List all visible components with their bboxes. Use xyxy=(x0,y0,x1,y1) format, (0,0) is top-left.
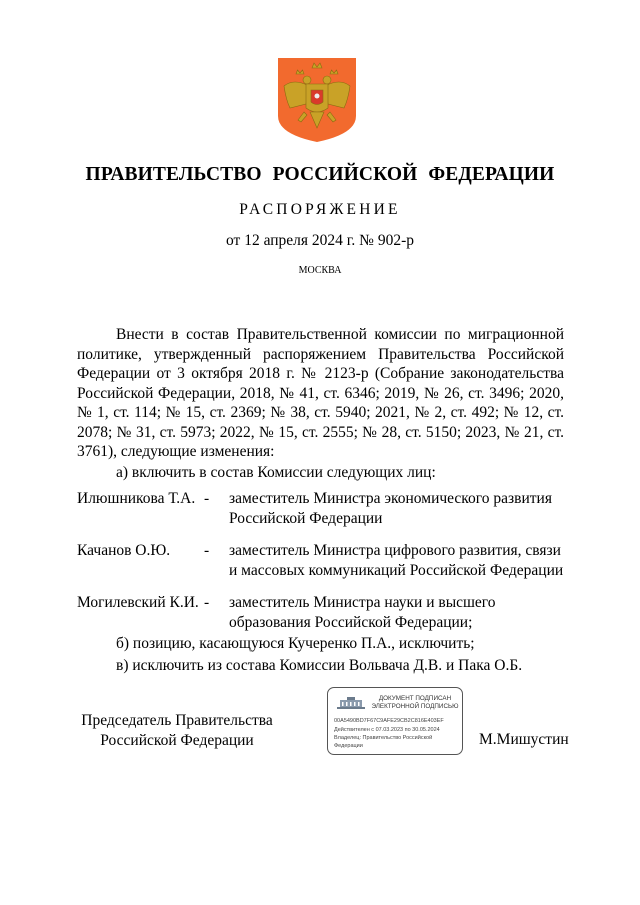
coat-of-arms-icon xyxy=(276,56,358,144)
member-role: заместитель Министра экономического развития Российской Федерации xyxy=(229,490,552,527)
position-line: Председатель Правительства xyxy=(81,712,273,729)
member-dash: - xyxy=(204,542,210,559)
stamp-title-line: ДОКУМЕНТ ПОДПИСАН xyxy=(378,695,452,702)
signatory-position xyxy=(77,711,277,750)
signatory-name: М.Мишустин xyxy=(479,731,569,748)
item-b: б) позицию, касающуюся Кучеренко П.А., исключить; xyxy=(116,635,475,652)
position-line: Российской Федерации xyxy=(100,731,254,749)
member-name: Илюшникова Т.А. xyxy=(77,490,196,507)
stamp-certificate: 00A5490BD7F67C9AFE29CB2C816E403EF xyxy=(334,718,444,724)
government-building-icon xyxy=(336,696,366,710)
intro-paragraph: Внести в состав Правительственной комиссии по миграционной политике, утвержденный распоряжением Правительства Российской Федерации от 3 октября 2018 г. № 2123-р (Собрание законодательства Российской Федерации, 2018, № 41, ст. 6346; 2019, № 26, ст. 3496; 2020, № 1, ст. 114; № 15, ст. 2369; № 38, ст. 5940; 2021, № 2, ст. 492; № 12, ст. 2078; № 31, ст. 5973; 2022, № 15, ст. 2555; № 28, ст. 5150; 2023, № 21, ст. 3761), следующие изменения: xyxy=(77,326,564,460)
document-city: МОСКВА xyxy=(298,265,342,276)
item-a: а) включить в состав Комиссии следующих лиц: xyxy=(116,464,436,481)
stamp-owner: Владелец: Правительство Российской xyxy=(334,735,433,741)
electronic-signature-stamp xyxy=(327,687,463,755)
member-dash: - xyxy=(204,594,210,611)
member-name: Качанов О.Ю. xyxy=(77,542,171,559)
member-role: заместитель Министра цифрового развития, связи и массовых коммуникаций Российской Федерации xyxy=(229,542,564,579)
member-role: заместитель Министра науки и высшего образования Российской Федерации; xyxy=(229,594,496,631)
stamp-owner: Федерации xyxy=(334,743,363,749)
stamp-title-line: ЭЛЕКТРОННОЙ ПОДПИСЬЮ xyxy=(371,702,459,710)
item-c: в) исключить из состава Комиссии Вольвача Д.В. и Пака О.Б. xyxy=(116,657,523,674)
document-type: РАСПОРЯЖЕНИЕ xyxy=(239,201,401,218)
stamp-validity: Действителен с 07.03.2023 по 30.05.2024 xyxy=(334,727,440,733)
document-date-number: от 12 апреля 2024 г. № 902-р xyxy=(226,232,414,249)
government-title: ПРАВИТЕЛЬСТВО РОССИЙСКОЙ ФЕДЕРАЦИИ xyxy=(85,164,555,185)
member-dash: - xyxy=(204,490,210,507)
member-name: Могилевский К.И. xyxy=(77,594,199,611)
stamp-title xyxy=(370,695,460,710)
